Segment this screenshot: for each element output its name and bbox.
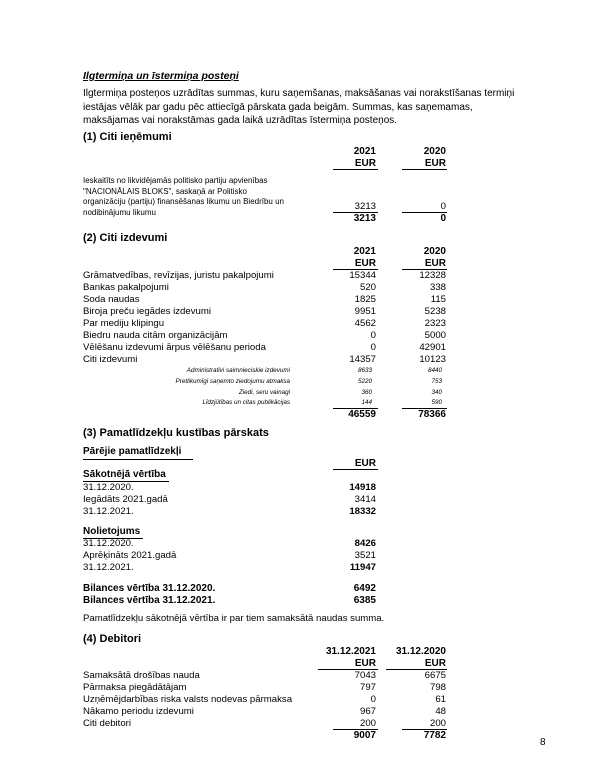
expenses-heading: (2) Citi izdevumi (83, 232, 168, 244)
income-description-line: nodibinājumu likumu (83, 207, 156, 217)
expenses-col-2021: 2021 (353, 246, 376, 257)
debtor-row-2020: 61 (435, 694, 446, 705)
cost-row-value: 14918 (349, 482, 376, 493)
income-description-line: Ieskaitīts no likvidējamās politisko partiju apvienības (83, 176, 268, 185)
depreciation-row-value: 8426 (354, 538, 376, 549)
expense-row-2021: 0 (370, 342, 376, 353)
expense-row-label: Bankas pakalpojumi (83, 282, 169, 293)
fixed-assets-subheading-rule (83, 459, 193, 460)
cost-row-value: 18332 (349, 506, 376, 517)
income-unit-2020: EUR (424, 158, 446, 169)
intro-line: maksājamas vai norakstāmas gada laikā uzrādītas īstermiņa posteņos. (83, 115, 398, 127)
expense-row-2020: 5000 (424, 330, 446, 341)
expenses-total-2021: 46559 (348, 409, 376, 420)
expense-subrow-2021: 8633 (357, 367, 372, 374)
debtor-row-label: Uzņēmējdarbības riska valsts nodevas pārmaksa (83, 694, 293, 705)
debtor-row-2020: 6675 (424, 670, 446, 681)
income-col-2020: 2020 (423, 146, 446, 157)
expense-row-label: Par mediju klipingu (83, 318, 165, 329)
expense-subrow-label: Pretlikumīgi saņemto ziedojumu atmaksa (175, 378, 290, 385)
debtor-row-label: Nākamo periodu izdevumi (83, 706, 194, 717)
debtors-unit-2020: EUR (424, 658, 446, 669)
intro-line: Ilgtermiņa posteņos uzrādītas summas, kuru saņemšanas, maksāšanas vai norakstīšanas termiņi (83, 88, 515, 99)
expense-subrow-2020: 340 (431, 389, 442, 396)
debtors-total-2021: 9007 (353, 730, 376, 741)
expenses-unit-2021: EUR (354, 258, 376, 269)
page-number: 8 (540, 737, 546, 748)
debtor-row-2020: 798 (429, 682, 446, 693)
cost-row-label: 31.12.2021. (83, 506, 134, 517)
debtor-row-2020: 48 (435, 706, 446, 717)
debtor-row-2020: 200 (429, 718, 446, 729)
debtor-row-2021: 0 (370, 694, 376, 705)
fixed-assets-subheading: Pārējie pamatlīdzekļi (83, 446, 182, 457)
intro-line: iestājas vēlāk par gadu pēc attiecīgā pārskata gada beigām. Summas, kas saņemamas, (83, 101, 473, 113)
income-value-2021: 3213 (354, 201, 376, 212)
cost-row-value: 3414 (354, 494, 376, 505)
debtors-unit-2021: EUR (354, 658, 376, 669)
debtor-row-2021: 967 (359, 706, 376, 717)
expense-row-2021: 520 (359, 282, 376, 293)
debtors-heading: (4) Debitori (83, 633, 142, 645)
cost-row-label: Iegādāts 2021.gadā (83, 494, 168, 505)
debtor-row-label: Pārmaksa piegādātājam (83, 682, 187, 693)
expense-row-label: Grāmatvedības, revīzijas, juristu pakalpojumi (83, 270, 274, 281)
income-heading: (1) Citi ieņēmumi (83, 131, 172, 143)
expense-row-2021: 15344 (349, 270, 376, 281)
expense-row-2021: 9951 (354, 306, 376, 317)
expenses-col-2020: 2020 (423, 246, 446, 257)
debtors-col-2021: 31.12.2021 (325, 646, 376, 657)
expense-row-label: Biroja preču iegādes izdevumi (83, 306, 211, 317)
depreciation-row-value: 3521 (354, 550, 376, 561)
depreciation-row-label: 31.12.2020. (83, 538, 134, 549)
expense-row-2020: 12328 (419, 270, 446, 281)
expense-row-label: Citi izdevumi (83, 354, 138, 365)
expense-subrow-label: Ziedi, seru vainagi (238, 389, 290, 396)
income-col-2021-rule (333, 169, 378, 170)
debtor-row-2021: 797 (359, 682, 376, 693)
income-description-line: "NACIONĀLAIS BLOKS", saskaņā ar Politisko (83, 186, 247, 196)
income-col-2021: 2021 (353, 146, 376, 157)
expense-row-2021: 4562 (354, 318, 376, 329)
income-value-2020: 0 (440, 201, 446, 212)
expenses-unit-2020: EUR (424, 258, 446, 269)
expense-row-label: Vēlēšanu izdevumi ārpus vēlēšanu perioda (83, 342, 266, 353)
balance-row-value: 6385 (353, 595, 376, 606)
depreciation-row-label: 31.12.2021. (83, 562, 134, 573)
debtors-total-2020: 7782 (423, 730, 446, 741)
intro-paragraph (83, 87, 523, 128)
fixed-assets-unit-rule (333, 469, 378, 470)
expense-subrow-label: Administratīvi saimnieciskie izdevumi (186, 367, 290, 374)
expense-subrow-2021: 144 (361, 399, 372, 406)
depreciation-row-value: 11947 (349, 562, 376, 573)
income-unit-2021: EUR (354, 158, 376, 169)
balance-row-value: 6492 (353, 583, 376, 594)
income-total-2021: 3213 (353, 213, 376, 224)
expenses-total-2020: 78366 (418, 409, 446, 420)
income-description (83, 176, 313, 218)
income-col-2020-rule (402, 169, 447, 170)
balance-row-label: Bilances vērtība 31.12.2021. (83, 595, 216, 606)
expense-row-label: Biedru nauda citām organizācijām (83, 330, 228, 341)
expense-subrow-2020: 753 (431, 378, 442, 385)
expense-subrow-2020: 590 (431, 399, 442, 406)
depreciation-row-label: Aprēķināts 2021.gadā (83, 550, 177, 561)
debtor-row-label: Samaksātā drošības nauda (83, 670, 200, 681)
section-title: Ilgtermiņa un īstermiņa posteņi (83, 70, 239, 82)
expense-row-2021: 1825 (354, 294, 376, 305)
debtor-row-2021: 7043 (354, 670, 376, 681)
expense-subrow-label: Līdzjūtības un citas publikācijas (202, 399, 290, 406)
expense-row-2020: 5238 (424, 306, 446, 317)
expense-row-2021: 14357 (349, 354, 376, 365)
expense-row-2020: 338 (429, 282, 446, 293)
expense-row-2021: 0 (370, 330, 376, 341)
expense-row-2020: 2323 (424, 318, 446, 329)
fixed-assets-unit: EUR (354, 458, 376, 469)
expense-row-2020: 42901 (419, 342, 446, 353)
fixed-assets-heading: (3) Pamatlīdzekļu kustības pārskats (83, 427, 269, 439)
debtor-row-2021: 200 (359, 718, 376, 729)
debtors-col-2020: 31.12.2020 (395, 646, 446, 657)
debtor-row-label: Citi debitori (83, 718, 131, 729)
depreciation-heading: Nolietojums (83, 526, 141, 537)
expense-subrow-2021: 360 (361, 389, 372, 396)
income-total-2020: 0 (440, 213, 446, 224)
expense-subrow-2020: 8440 (427, 367, 442, 374)
expense-row-2020: 115 (430, 294, 446, 305)
expense-row-label: Soda naudas (83, 294, 140, 305)
expense-subrow-2021: 5220 (357, 378, 372, 385)
cost-heading: Sākotnējā vērtība (83, 469, 166, 480)
cost-row-label: 31.12.2020. (83, 482, 134, 493)
expense-row-2020: 10123 (419, 354, 446, 365)
balance-row-label: Bilances vērtība 31.12.2020. (83, 583, 216, 594)
income-description-line: organizāciju (partiju) finansēšanas likumu un Biedrību un (83, 197, 284, 207)
fixed-assets-note: Pamatlīdzekļu sākotnējā vērtība ir par tiem samaksātā naudas summa. (83, 613, 385, 624)
